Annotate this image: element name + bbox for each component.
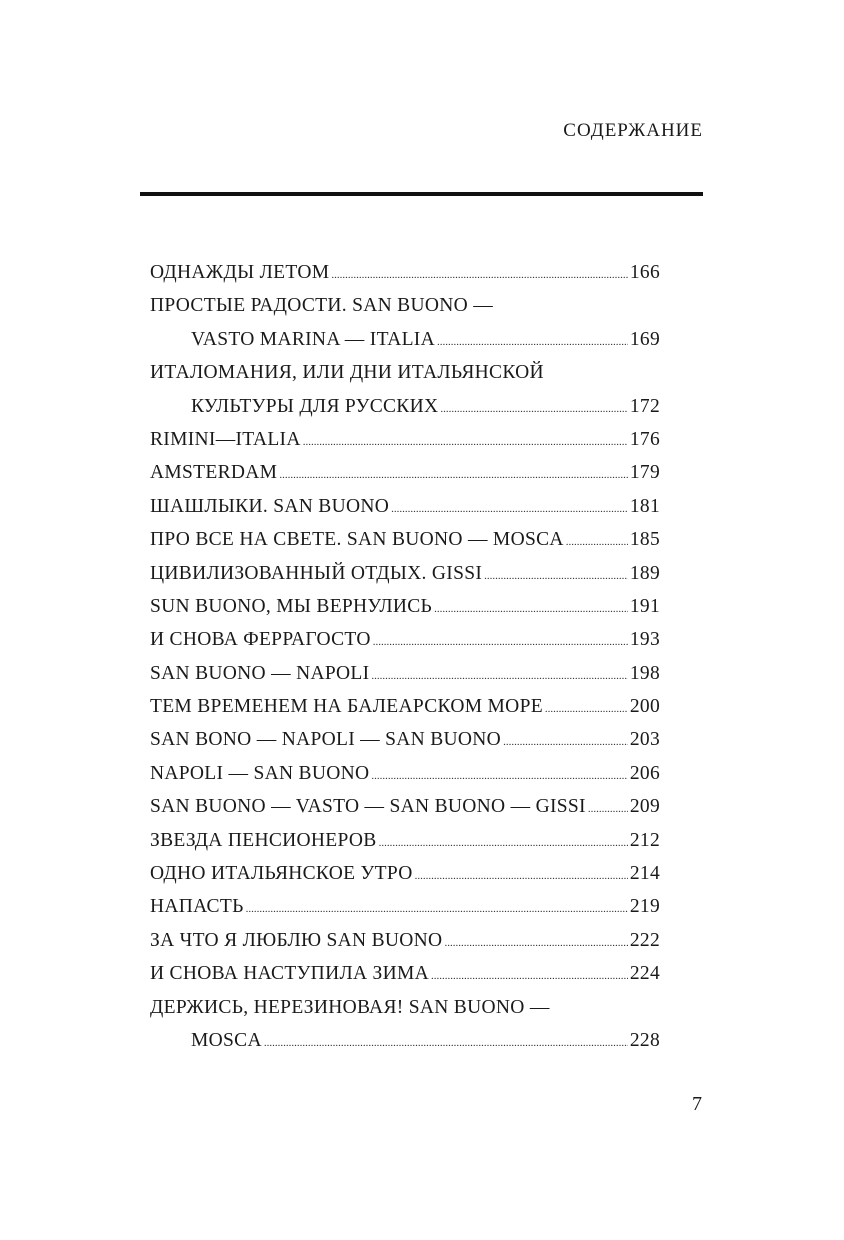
toc-entry-title: RIMINI—ITALIA [150, 428, 301, 450]
toc-entry-page: 181 [629, 495, 660, 517]
dot-leader [444, 938, 627, 949]
dot-leader [415, 871, 628, 882]
toc-entry-title: ТЕМ ВРЕМЕНЕМ НА БАЛЕАРСКОМ МОРЕ [150, 696, 543, 718]
toc-entry-page: 172 [629, 395, 660, 417]
toc-entry-title-continuation: VASTO MARINA — ITALIA [191, 328, 435, 350]
toc-entry-page: 206 [629, 762, 660, 784]
toc-entry-title: ОДНАЖДЫ ЛЕТОМ [150, 262, 330, 283]
toc-entry[interactable] [150, 790, 660, 823]
toc-entry-page: 214 [629, 863, 660, 885]
toc-entry-page: 166 [629, 262, 660, 283]
toc-entry-title: ИТАЛОМАНИЯ, ИЛИ ДНИ ИТАЛЬЯНСКОЙ [150, 362, 544, 384]
dot-leader [371, 671, 627, 682]
toc-entry-title: НАПАСТЬ [150, 896, 244, 918]
toc-entry-title: И СНОВА НАСТУПИЛА ЗИМА [150, 963, 429, 985]
toc-entry-page: 193 [629, 629, 660, 651]
toc-entry-page: 189 [629, 562, 660, 584]
toc-entry[interactable] [150, 890, 660, 923]
toc-entry[interactable] [150, 690, 660, 723]
dot-leader [379, 838, 628, 849]
toc-entry[interactable] [150, 523, 660, 556]
toc-entry-title: SAN BUONO — NAPOLI [150, 662, 370, 684]
toc-entry-page: 212 [629, 829, 660, 851]
toc-entry[interactable] [150, 991, 660, 1058]
toc-entry-page: 198 [629, 662, 660, 684]
toc-entry-page: 185 [629, 529, 660, 551]
dot-leader [391, 504, 628, 515]
toc-entry-title: ШАШЛЫКИ. SAN BUONO [150, 495, 390, 517]
dot-leader [503, 737, 628, 748]
toc-entry-title: SAN BUONO — VASTO — SAN BUONO — GISSI [150, 796, 586, 818]
toc-entry-page: 169 [629, 328, 660, 350]
toc-entry-title-continuation: КУЛЬТУРЫ ДЛЯ РУССКИХ [191, 395, 439, 417]
toc-entry-title: ПРОСТЫЕ РАДОСТИ. SAN BUONO — [150, 295, 493, 317]
toc-entry[interactable] [150, 590, 660, 623]
dot-leader [373, 637, 628, 648]
toc-entry[interactable] [150, 256, 660, 289]
toc-entry[interactable] [150, 623, 660, 656]
dot-leader [431, 971, 628, 982]
dot-leader [264, 1038, 628, 1049]
toc-entry-page: 179 [629, 462, 660, 484]
toc-entry[interactable] [150, 657, 660, 690]
toc-entry-title: ПРО ВСЕ НА СВЕТЕ. SAN BUONO — MOSCA [150, 529, 564, 551]
toc-entry-title-continuation: MOSCA [191, 1029, 262, 1051]
dot-leader [371, 771, 627, 782]
toc-entry-title: ДЕРЖИСЬ, НЕРЕЗИНОВАЯ! SAN BUONO — [150, 996, 550, 1018]
table-of-contents [150, 256, 660, 1057]
toc-entry-page: 219 [629, 896, 660, 918]
dot-leader [279, 470, 628, 481]
toc-entry-page: 176 [629, 428, 660, 450]
toc-entry-page: 203 [629, 729, 660, 751]
dot-leader [434, 604, 628, 615]
section-heading: СОДЕРЖАНИЕ [563, 120, 703, 141]
toc-entry-page: 209 [629, 796, 660, 818]
toc-entry[interactable] [150, 356, 660, 423]
toc-entry[interactable] [150, 557, 660, 590]
dot-leader [246, 904, 628, 915]
dot-leader [331, 270, 628, 281]
dot-leader [303, 437, 628, 448]
toc-entry-page: 191 [629, 595, 660, 617]
dot-leader [545, 704, 628, 715]
toc-entry-title: SAN BONO — NAPOLI — SAN BUONO [150, 729, 502, 751]
dot-leader [484, 571, 628, 582]
page-number: 7 [692, 1093, 702, 1115]
toc-entry[interactable] [150, 757, 660, 790]
toc-entry-title: И СНОВА ФЕРРАГОСТО [150, 629, 371, 651]
toc-entry-title: ЗА ЧТО Я ЛЮБЛЮ SAN BUONO [150, 929, 443, 951]
header-divider [140, 192, 703, 196]
toc-entry[interactable] [150, 924, 660, 957]
toc-entry[interactable] [150, 857, 660, 890]
toc-entry[interactable] [150, 957, 660, 990]
dot-leader [437, 337, 628, 348]
toc-entry-page: 228 [629, 1029, 660, 1051]
toc-entry[interactable] [150, 723, 660, 756]
toc-entry-page: 224 [629, 963, 660, 985]
toc-entry-title: ЗВЕЗДА ПЕНСИОНЕРОВ [150, 829, 377, 851]
toc-entry[interactable] [150, 289, 660, 356]
dot-leader [588, 804, 628, 815]
toc-entry[interactable] [150, 490, 660, 523]
dot-leader [440, 404, 627, 415]
toc-entry-title: SUN BUONO, МЫ ВЕРНУЛИСЬ [150, 595, 433, 617]
toc-entry-page: 222 [629, 929, 660, 951]
dot-leader [566, 537, 628, 548]
toc-entry-title: ЦИВИЛИЗОВАННЫЙ ОТДЫХ. GISSI [150, 562, 483, 584]
toc-entry-page: 200 [629, 696, 660, 718]
toc-entry[interactable] [150, 423, 660, 456]
toc-entry-title: AMSTERDAM [150, 462, 278, 484]
toc-entry[interactable] [150, 824, 660, 857]
toc-entry-title: ОДНО ИТАЛЬЯНСКОЕ УТРО [150, 863, 413, 885]
toc-entry-title: NAPOLI — SAN BUONO [150, 762, 370, 784]
toc-entry[interactable] [150, 456, 660, 489]
